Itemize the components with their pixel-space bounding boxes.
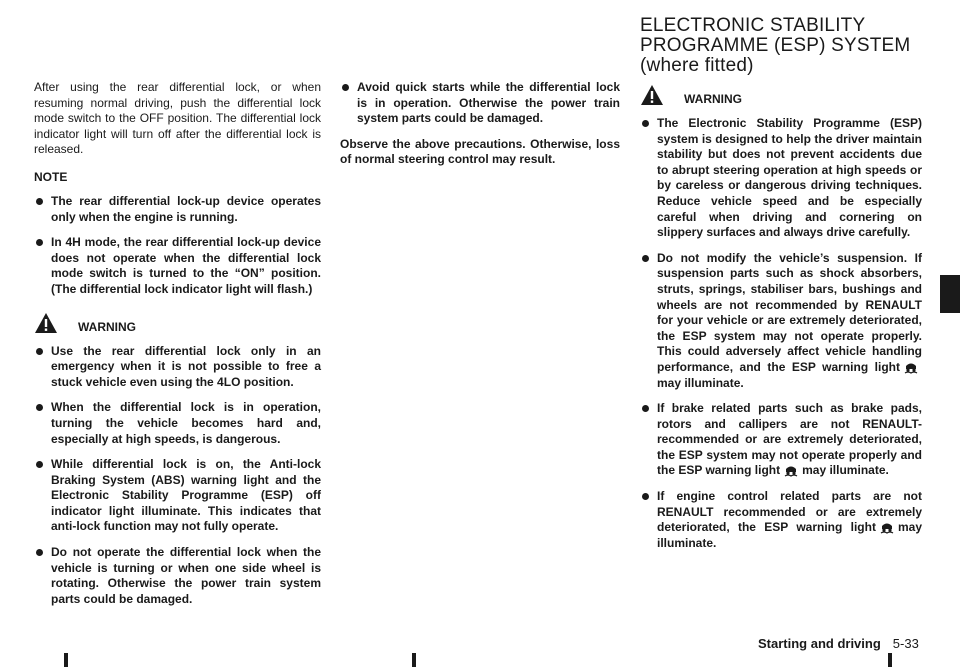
middle-column xyxy=(340,80,620,168)
warning-item: While differential lock is on, the Anti-lock Braking System (ABS) warning light and the Electronic Stability Programme (ESP) off indicator light illuminate. This indicates that anti-lock function may not fully operate. xyxy=(34,457,321,535)
warning-header xyxy=(640,84,922,106)
warning-label: WARNING xyxy=(78,319,136,334)
warning-item: Do not operate the differential lock when the vehicle is turning or when one side wheel is rotating. Otherwise the power train system parts could be damaged. xyxy=(34,545,321,607)
warning-item: Use the rear differential lock only in an emergency when it is not possible to free a stuck vehicle even using the 4LO position. xyxy=(34,344,321,391)
crop-mark xyxy=(412,653,416,667)
warning-item: When the differential lock is in operation, turning the vehicle becomes hard and, especially at high speeds, is dangerous. xyxy=(34,400,321,447)
bullet-icon xyxy=(36,461,43,468)
bullet-icon xyxy=(36,549,43,556)
note-list xyxy=(34,194,321,298)
warning-label: WARNING xyxy=(684,92,742,106)
esp-warning-list xyxy=(640,116,922,551)
intro-paragraph: After using the rear differential lock, or when resuming normal driving, push the differential lock mode switch to the OFF position. The differential lock indicator light will turn off after the differential lock is released. xyxy=(34,80,321,157)
bullet-icon xyxy=(36,198,43,205)
bullet-icon xyxy=(642,405,649,412)
observe-paragraph: Observe the above precautions. Otherwise, loss of normal steering control may result. xyxy=(340,136,620,167)
bullet-icon xyxy=(36,404,43,411)
warning-list xyxy=(34,344,321,608)
note-item: In 4H mode, the rear differential lock-up device does not operate when the differential lock mode switch is turned to the “ON” position. (The differential lock indicator light will flash.) xyxy=(34,235,321,297)
right-column xyxy=(640,16,922,551)
note-heading: NOTE xyxy=(34,169,68,184)
footer-section-name: Starting and driving xyxy=(758,636,881,651)
bullet-icon xyxy=(342,84,349,91)
warning-item: Avoid quick starts while the differential lock is in operation. Otherwise the power train system parts could be damaged. xyxy=(340,80,620,127)
esp-warning-light-icon xyxy=(879,520,895,534)
warning-item: If brake related parts such as brake pads, rotors and callipers are not RENAULT-recommended or are extremely deteriorated, the ESP system may not operate properly and the ESP warning light may illuminate. xyxy=(640,401,922,479)
warning-triangle-icon xyxy=(640,84,664,106)
esp-warning-light-icon xyxy=(783,463,799,477)
note-item: The rear differential lock-up device operates only when the engine is running. xyxy=(34,194,321,225)
page-footer xyxy=(758,636,919,651)
bullet-icon xyxy=(642,493,649,500)
warning-triangle-icon xyxy=(34,312,58,334)
bullet-icon xyxy=(36,239,43,246)
continued-warning-list xyxy=(340,80,620,127)
bullet-icon xyxy=(642,255,649,262)
left-column xyxy=(34,80,321,607)
chapter-tab-marker xyxy=(940,275,960,313)
warning-item: Do not modify the vehicle’s suspension. If suspension parts such as shock absorbers, struts, springs, stabiliser bars, bushings and wheels are not recommended by RENAULT for your vehicle or are extremely deteriorated, the ESP system may not operate properly. This could adversely affect vehicle handling performance, and the ESP warning lightmay illuminate. xyxy=(640,251,922,391)
crop-mark xyxy=(888,653,892,667)
bullet-icon xyxy=(36,348,43,355)
warning-item: The Electronic Stability Programme (ESP) system is designed to help the driver maintain stability but does not prevent accidents due to abrupt steering operation at high speeds or by careless or dangerous driving techniques. Reduce vehicle speed and be especially careful when driving and cornering on slippery surfaces and always drive carefully. xyxy=(640,116,922,241)
bullet-icon xyxy=(642,120,649,127)
esp-warning-light-icon xyxy=(903,360,919,374)
warning-item: If engine control related parts are not RENAULT recommended or are extremely deteriorated, the ESP warning light may illuminate. xyxy=(640,489,922,551)
crop-mark xyxy=(64,653,68,667)
page-number: 5-33 xyxy=(892,636,919,651)
section-title: ELECTRONIC STABILITY PROGRAMME (ESP) SYSTEM (where fitted) xyxy=(640,15,911,76)
warning-header xyxy=(34,312,321,334)
